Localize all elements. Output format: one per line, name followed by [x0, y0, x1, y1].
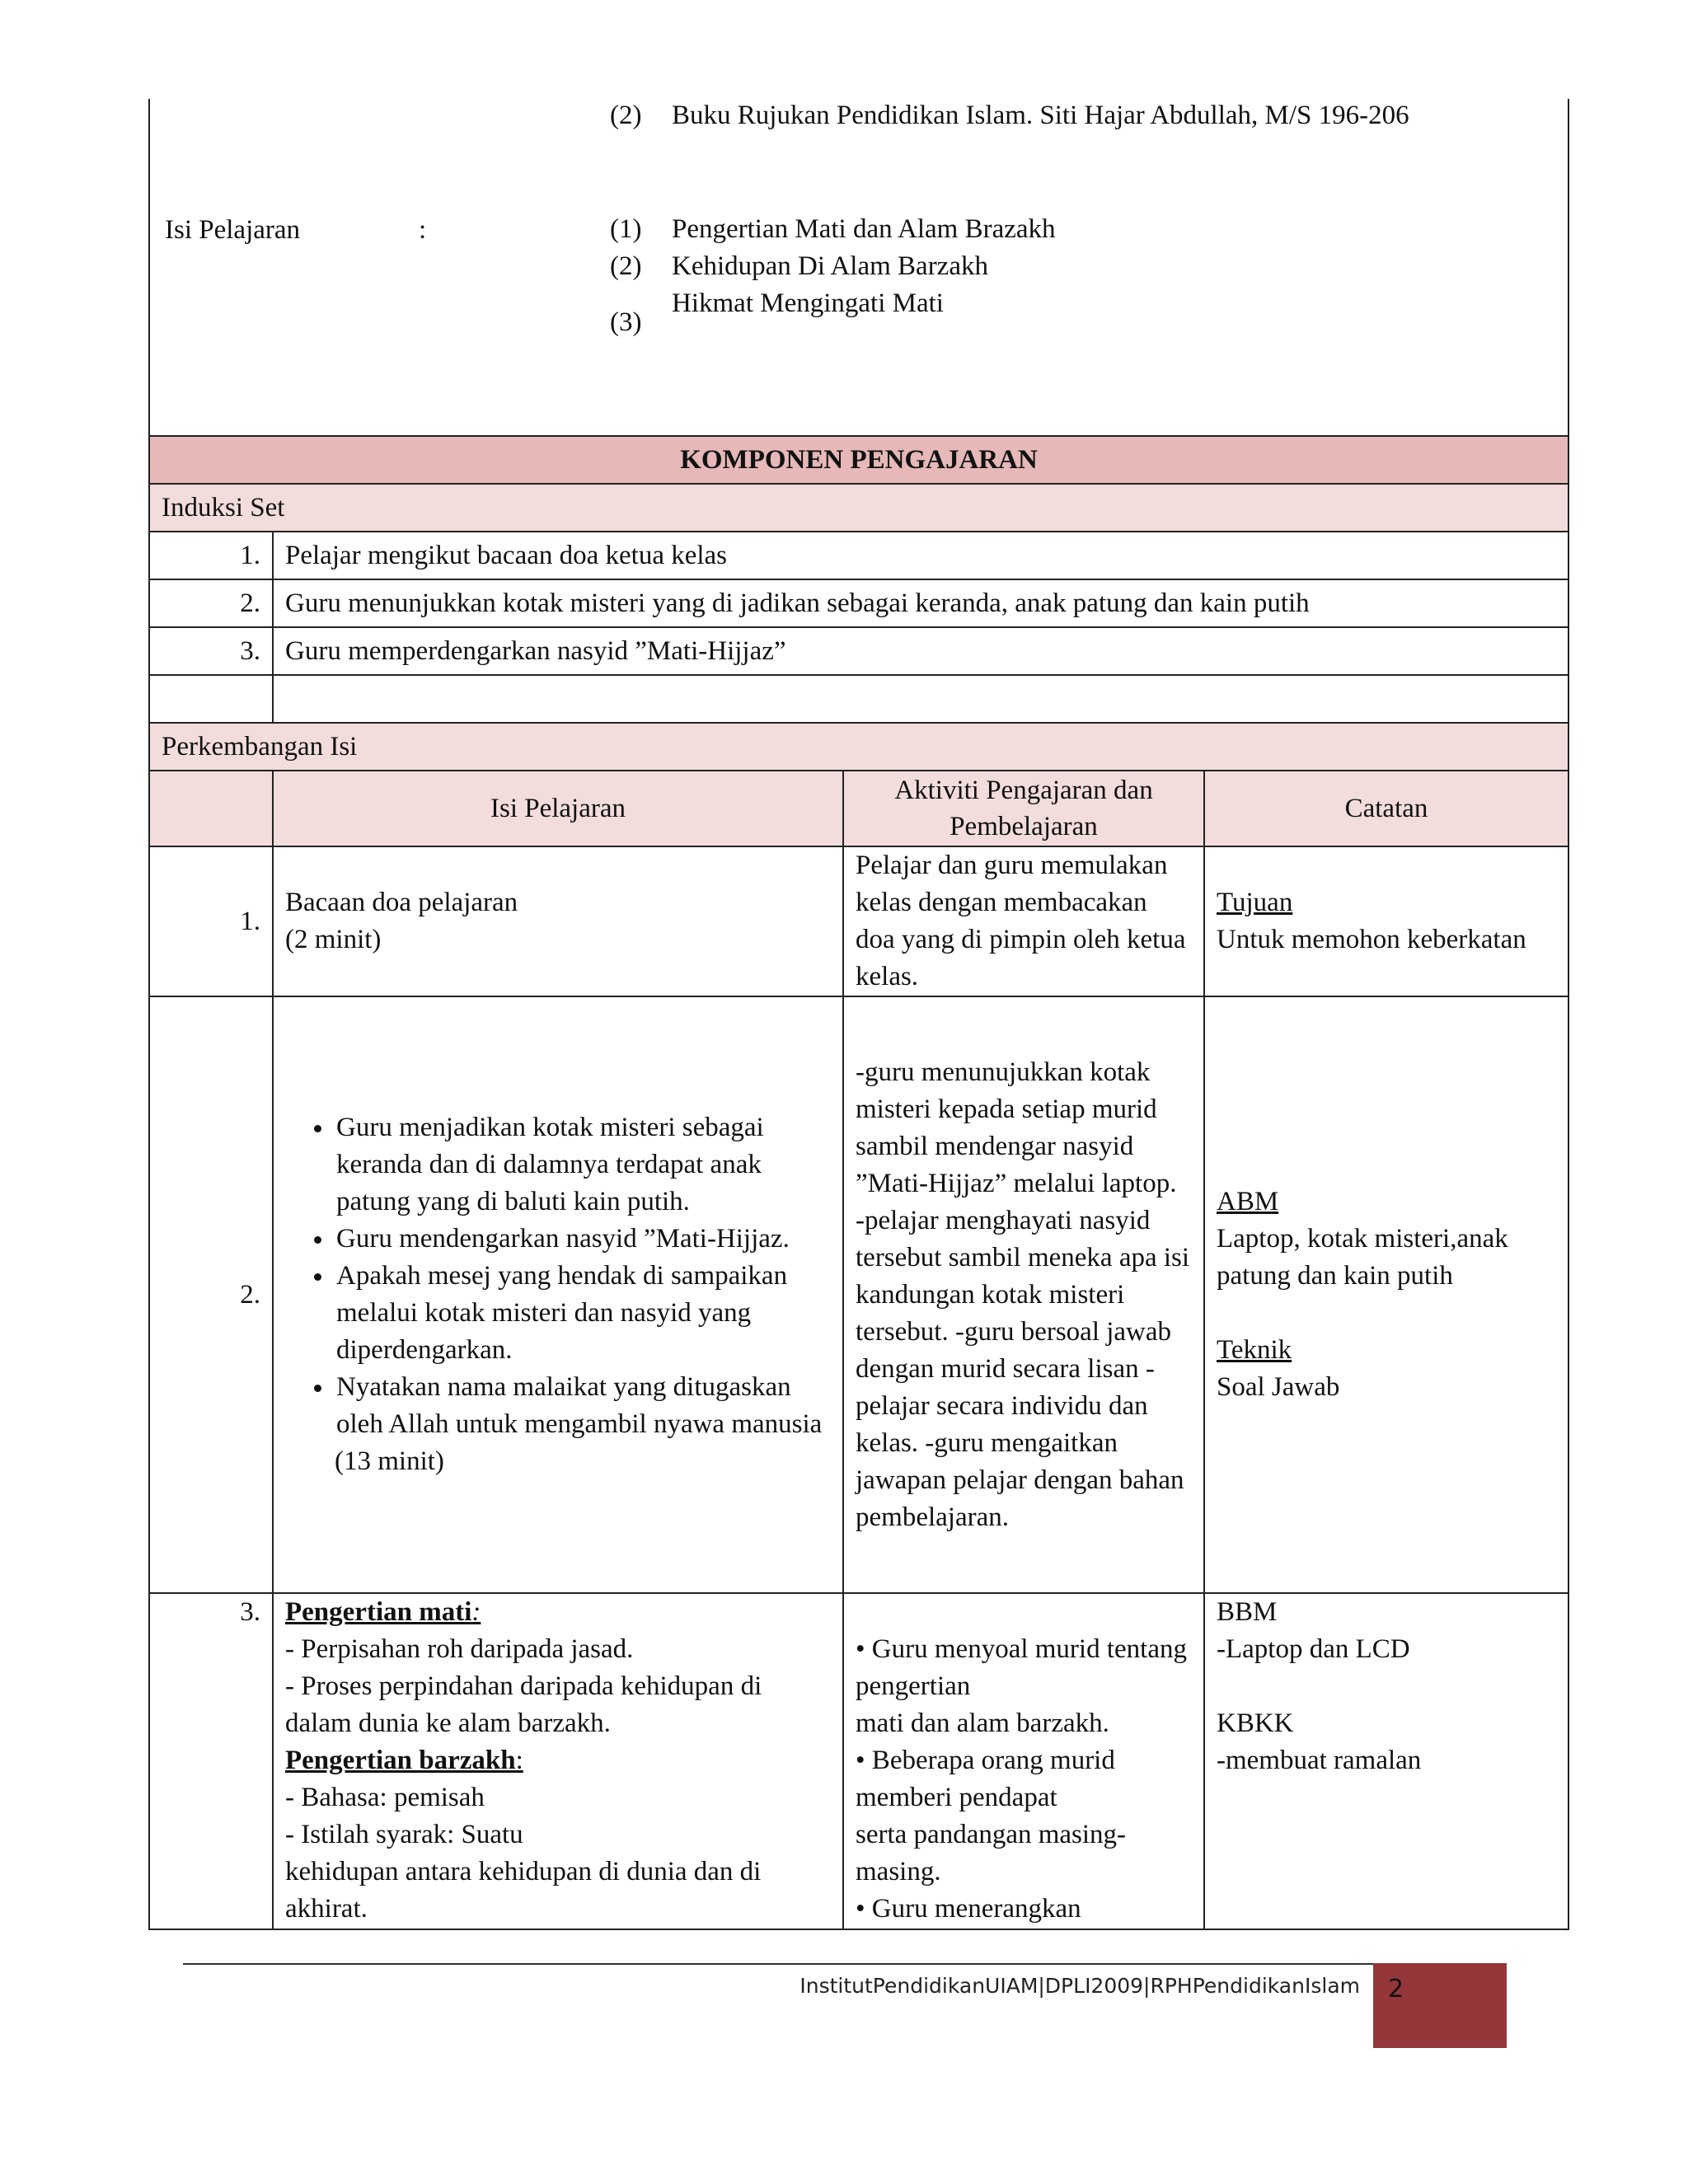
list-item: • Guru mendengarkan nasyid ”Mati-Hijjaz. [335, 1221, 831, 1258]
isi-item-text: Hikmat Mengingati Mati [672, 288, 944, 318]
row-isi-line: Bacaan doa pelajaran [285, 888, 518, 917]
reference-number: (2) [610, 101, 642, 130]
aktiviti-line: • Beberapa orang murid memberi pendapat [856, 1746, 1115, 1812]
row-number: 1. [149, 846, 273, 996]
footer-text: InstitutPendidikanUIAM|DPLI2009|RPHPendidikanIslam [799, 1974, 1360, 1998]
induksi-number: 1. [149, 532, 273, 579]
abm-text: Laptop, kotak misteri,anak patung dan kain putih [1217, 1224, 1508, 1291]
empty-cell [149, 675, 273, 723]
row-isi-line: - Perpisahan roh daripada jasad. [285, 1634, 634, 1664]
list-item: • Nyatakan nama malaikat yang ditugaskan oleh Allah untuk mengambil nyawa manusia [335, 1369, 831, 1443]
page-number: 2 [1373, 1963, 1507, 2048]
list-item: • Guru menjadikan kotak misteri sebagai keranda dan di dalamnya terdapat anak patung yang di baluti kain putih. [335, 1109, 831, 1221]
reference-text: Buku Rujukan Pendidikan Islam. Siti Hajar Abdullah, M/S 196-206 [672, 101, 1409, 130]
table-row [149, 1593, 1568, 1929]
table-row [149, 996, 1568, 1593]
row-catatan [1204, 846, 1568, 996]
list-item: • Apakah mesej yang hendak di sampaikan melalui kotak misteri dan nasyid yang diperdengarkan. [335, 1258, 831, 1369]
row-isi [273, 846, 843, 996]
row-aktiviti: -guru menunujukkan kotak misteri kepada setiap murid sambil mendengar nasyid ”Mati-Hijjaz” melalui laptop. -pelajar menghayati nasyid tersebut sambil meneka apa isi kandungan kotak misteri tersebut. -guru bersoal jawab dengan murid secara lisan -pelajar secara individu dan kelas. -guru mengaitkan jawapan pelajar dengan bahan pembelajaran. [843, 996, 1204, 1593]
row-aktiviti: Pelajar dan guru memulakan kelas dengan membacakan doa yang di pimpin oleh ketua kelas. [843, 846, 1204, 996]
isi-item-text: Kehidupan Di Alam Barzakh [672, 251, 988, 281]
row-catatan [1204, 996, 1568, 1593]
table-row [149, 846, 1568, 996]
induksi-text: Guru menunjukkan kotak misteri yang di jadikan sebagai keranda, anak patung dan kain putih [273, 579, 1568, 627]
bbm-text: -Laptop dan LCD [1217, 1634, 1410, 1664]
aktiviti-line: serta pandangan masing-masing. [856, 1820, 1127, 1886]
komponen-title: KOMPONEN PENGAJARAN [149, 436, 1568, 484]
isi-item-number: (1) [610, 214, 642, 244]
induksi-number: 3. [149, 627, 273, 675]
aktiviti-line: mati dan alam barzakh. [856, 1708, 1109, 1738]
row-catatan [1204, 1593, 1568, 1929]
row-isi-line: - Proses perpindahan daripada kehidupan di dalam dunia ke alam barzakh. [285, 1671, 762, 1738]
empty-cell [273, 675, 1568, 723]
column-header-number [149, 771, 273, 846]
row-number: 3. [149, 1593, 273, 1929]
row-isi-line: (2 minit) [285, 925, 382, 954]
induksi-label: Induksi Set [149, 484, 1568, 532]
column-header-catatan: Catatan [1204, 771, 1568, 846]
isi-pelajaran-label: Isi Pelajaran [165, 215, 301, 245]
teknik-heading: Teknik [1217, 1335, 1292, 1365]
isi-pelajaran-colon: : [419, 215, 427, 245]
row-isi-line: - Bahasa: pemisah [285, 1783, 485, 1812]
row-aktiviti [843, 1593, 1204, 1929]
induksi-text: Guru memperdengarkan nasyid ”Mati-Hijjaz” [273, 627, 1568, 675]
top-section [148, 99, 1569, 437]
pengertian-mati-heading: Pengertian mati [285, 1597, 472, 1627]
row-isi-line: kehidupan antara kehidupan di dunia dan di akhirat. [285, 1857, 762, 1924]
isi-item-text: Pengertian Mati dan Alam Brazakh [672, 214, 1056, 244]
isi-item-number: (2) [610, 251, 642, 281]
row-isi [273, 996, 843, 1593]
kbkk-heading: KBKK [1217, 1708, 1294, 1738]
bbm-heading: BBM [1217, 1597, 1278, 1627]
row-time: (13 minit) [335, 1446, 444, 1476]
isi-item-number: (3) [610, 307, 642, 337]
perkembangan-label: Perkembangan Isi [149, 723, 1568, 771]
row-isi [273, 1593, 843, 1929]
aktiviti-line: • Guru menerangkan [856, 1894, 1081, 1924]
teknik-text: Soal Jawab [1217, 1372, 1340, 1402]
komponen-table [148, 435, 1569, 1930]
induksi-number: 2. [149, 579, 273, 627]
abm-heading: ABM [1217, 1187, 1279, 1216]
catatan-text: Untuk memohon keberkatan [1217, 925, 1526, 954]
heading-colon: : [515, 1746, 523, 1775]
pengertian-barzakh-heading: Pengertian barzakh [285, 1746, 516, 1775]
column-header-aktiviti: Aktiviti Pengajaran dan Pembelajaran [843, 771, 1204, 846]
catatan-heading: Tujuan [1217, 888, 1293, 917]
column-header-isi: Isi Pelajaran [273, 771, 843, 846]
footer-divider [183, 1963, 1506, 1965]
row-number: 2. [149, 996, 273, 1593]
aktiviti-line: • Guru menyoal murid tentang pengertian [856, 1634, 1187, 1701]
induksi-text: Pelajar mengikut bacaan doa ketua kelas [273, 532, 1568, 579]
kbkk-text: -membuat ramalan [1217, 1746, 1422, 1775]
row-isi-line: - Istilah syarak: Suatu [285, 1820, 523, 1849]
heading-colon: : [471, 1597, 481, 1627]
